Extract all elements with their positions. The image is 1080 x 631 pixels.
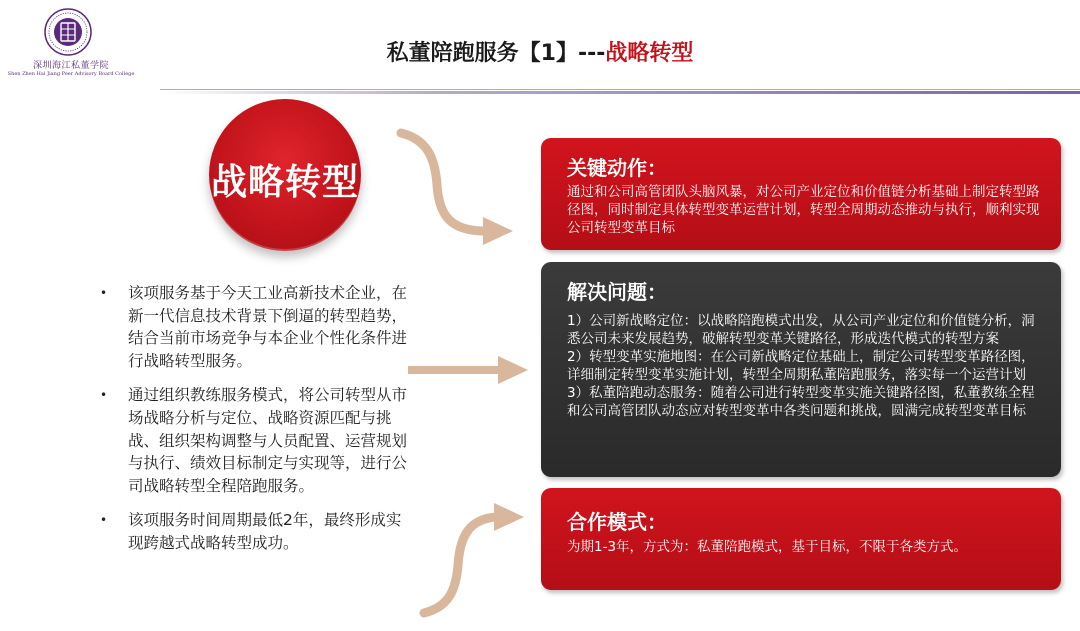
page-title-highlight: 战略转型: [605, 41, 694, 66]
solve-problem-item: 1）公司新战略定位：以战略陪跑模式出发，从公司产业定位和价值链分析，洞悉公司未来发展趋势，破解转型变革关键路径，形成迭代模式的转型方案: [567, 313, 1035, 347]
topic-circle: [209, 99, 361, 251]
arrow-right-icon: [408, 355, 533, 385]
bullet-marker: •: [100, 286, 108, 300]
topic-circle-label: 战略转型: [210, 162, 359, 203]
logo-name-en: Shen Zhen Hai Jiang Peer Advisory Board College: [7, 71, 135, 77]
solve-problems-box: [541, 262, 1061, 477]
list-item: [100, 282, 410, 372]
list-item: [100, 509, 410, 554]
header-divider: [160, 87, 1080, 95]
key-actions-title: 关键动作：: [567, 156, 667, 180]
curved-arrow-down-right-icon: [395, 125, 530, 250]
list-item: [100, 384, 410, 497]
cooperation-mode-box: [541, 488, 1061, 590]
bullet-text: 通过组织教练服务模式，将公司转型从市场战略分析与定位、战略资源匹配与挑战、组织架构调整与人员配置、运营规划与执行、绩效目标制定与实现等，进行公司战略转型全程陪跑服务。: [128, 386, 408, 495]
bullet-marker: •: [100, 388, 108, 403]
cooperation-mode-title: 合作模式：: [567, 510, 667, 534]
curved-arrow-up-right-icon: [418, 495, 533, 620]
solve-problem-item: 2）转型变革实施地图：在公司新战略定位基础上，制定公司转型变革路径图，详细制定转型变革实施计划，转型全周期私董陪跑服务，落实每一个运营计划: [567, 349, 1035, 383]
page-title: [0, 36, 1080, 67]
logo-name-cn: 深圳海江私董学院: [32, 61, 109, 71]
bullet-text: 该项服务时间周期最低2年，最终形成实现跨越式战略转型成功。: [128, 511, 402, 552]
key-actions-box: [541, 138, 1061, 250]
page-title-prefix: 私董陪跑服务【1】---: [386, 41, 606, 66]
cooperation-mode-body: 为期1-3年，方式为：私董陪跑模式，基于目标，不限于各类方式。: [567, 539, 968, 555]
bullet-marker: •: [100, 513, 108, 528]
bullet-text: 该项服务基于今天工业高新技术企业，在新一代信息技术背景下倒逼的转型趋势，结合当前市场竞争与本企业个性化条件进行战略转型服务。: [128, 284, 408, 370]
service-description-list: [100, 282, 410, 567]
solve-problem-item: 3）私董陪跑动态服务：随着公司进行转型变革实施关键路径图，私董教练全程和公司高管团队动态应对转型变革中各类问题和挑战，圆满完成转型变革目标: [567, 385, 1035, 419]
solve-problems-body: [567, 312, 1047, 420]
key-actions-body: 通过和公司高管团队头脑风暴，对公司产业定位和价值链分析基础上制定转型路径图，同时制定具体转型变革运营计划，转型全周期动态推动与执行，顺利实现公司转型变革目标: [567, 184, 1040, 236]
solve-problems-title: 解决问题：: [567, 280, 667, 304]
